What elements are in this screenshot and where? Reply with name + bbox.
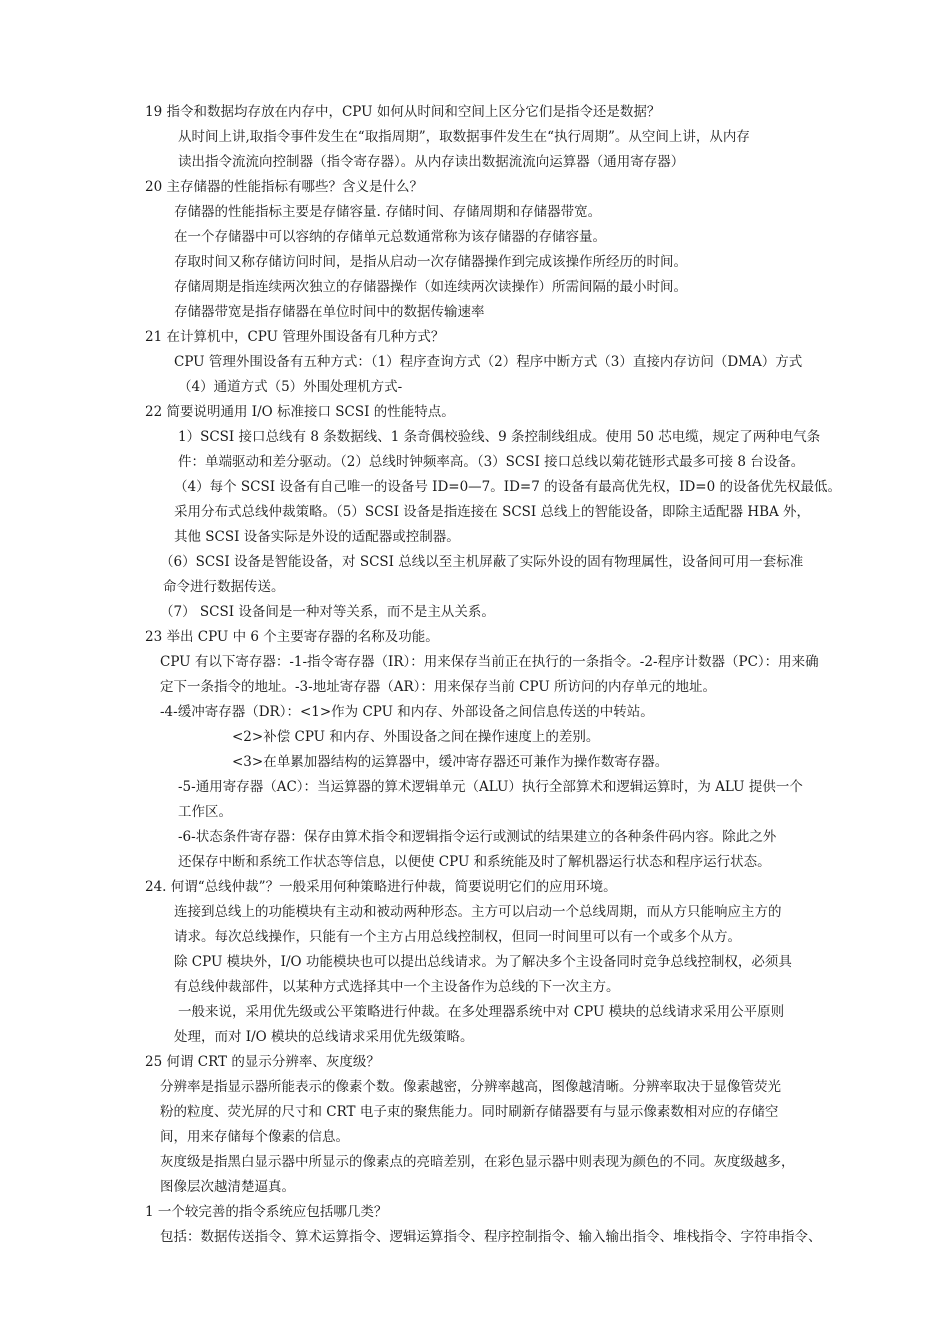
text-line: 存取时间又称存储访问时间，是指从启动一次存储器操作到完成该操作所经历的时间。	[174, 254, 687, 270]
text-line: 间，用来存储每个像素的信息。	[160, 1129, 349, 1145]
text-line: 20 主存储器的性能指标有哪些？含义是什么？	[145, 179, 423, 195]
text-line: 件：单端驱动和差分驱动。（2）总线时钟频率高。（3）SCSI 接口总线以菊花链形式最多可接 8 台设备。	[178, 454, 805, 470]
text-line: 还保存中断和系统工作状态等信息，以便使 CPU 和系统能及时了解机器运行状态和程序运行状态。	[178, 854, 771, 870]
text-line: 其他 SCSI 设备实际是外设的适配器或控制器。	[174, 529, 460, 545]
text-line: 工作区。	[178, 804, 232, 820]
text-line: 包括：数据传送指令、算术运算指令、逻辑运算指令、程序控制指令、输入输出指令、堆栈指令、字符串指令、	[160, 1229, 822, 1245]
text-line: 灰度级是指黑白显示器中所显示的像素点的亮暗差别，在彩色显示器中则表现为颜色的不同。灰度级越多，	[160, 1154, 795, 1170]
text-line: 有总线仲裁部件，以某种方式选择其中一个主设备作为总线的下一次主方。	[174, 979, 620, 995]
text-line: 19 指令和数据均存放在内存中，CPU 如何从时间和空间上区分它们是指令还是数据？	[145, 104, 661, 120]
text-line: 读出指令流流向控制器（指令寄存器）。从内存读出数据流流向运算器（通用寄存器）	[178, 154, 685, 170]
text-line: <3>在单累加器结构的运算器中，缓冲寄存器还可兼作为操作数寄存器。	[232, 754, 669, 770]
text-line: 存储器的性能指标主要是存储容量. 存储时间、存储周期和存储器带宽。	[174, 204, 602, 220]
text-line: CPU 有以下寄存器：-1-指令寄存器（IR）：用来保存当前正在执行的一条指令。-2-程序计数器（PC）：用来确	[160, 654, 819, 670]
text-line: 连接到总线上的功能模块有主动和被动两种形态。主方可以启动一个总线周期，而从方只能响应主方的	[174, 904, 782, 920]
text-line: <2>补偿 CPU 和内存、外围设备之间在操作速度上的差别。	[232, 729, 600, 745]
text-line: -6-状态条件寄存器：保存由算术指令和逻辑指令运行或测试的结果建立的各种条件码内容。除此之外	[178, 829, 777, 845]
text-line: 采用分布式总线仲裁策略。（5）SCSI 设备是指连接在 SCSI 总线上的智能设备，即除主适配器 HBA 外，	[174, 504, 811, 520]
text-line: 定下一条指令的地址。-3-地址寄存器（AR）：用来保存当前 CPU 所访问的内存单元的地址。	[160, 679, 717, 695]
text-line: 图像层次越清楚逼真。	[160, 1179, 295, 1195]
text-line: 25 何谓 CRT 的显示分辨率、灰度级？	[145, 1054, 380, 1070]
text-line: （6）SCSI 设备是智能设备，对 SCSI 总线以至主机屏蔽了实际外设的固有物理属性，设备间可用一套标准	[160, 554, 804, 570]
text-line: 24. 何谓“总线仲裁”？一般采用何种策略进行仲裁，简要说明它们的应用环境。	[145, 879, 617, 895]
text-line: 22 简要说明通用 I/O 标准接口 SCSI 的性能特点。	[145, 404, 455, 420]
text-line: 21 在计算机中，CPU 管理外围设备有几种方式？	[145, 329, 445, 345]
text-line: 存储器带宽是指存储器在单位时间中的数据传输速率	[174, 304, 485, 320]
text-line: CPU 管理外围设备有五种方式：（1）程序查询方式（2）程序中断方式（3）直接内存访问（DMA）方式	[174, 354, 803, 370]
text-line: 在一个存储器中可以容纳的存储单元总数通常称为该存储器的存储容量。	[174, 229, 606, 245]
text-line: -5-通用寄存器（AC）：当运算器的算术逻辑单元（ALU）执行全部算术和逻辑运算时，为 ALU 提供一个	[178, 779, 803, 795]
text-line: 一般来说，采用优先级或公平策略进行仲裁。在多处理器系统中对 CPU 模块的总线请求采用公平原则	[178, 1004, 785, 1020]
text-line: 粉的粒度、荧光屏的尺寸和 CRT 电子束的聚焦能力。同时刷新存储器要有与显示像素数相对应的存储空	[160, 1104, 779, 1120]
text-line: 1）SCSI 接口总线有 8 条数据线、1 条奇偶校验线、9 条控制线组成。使用 50 芯电缆，规定了两种电气条	[178, 429, 821, 445]
text-line: 除 CPU 模块外，I/O 功能模块也可以提出总线请求。为了解决多个主设备同时竞争总线控制权，必须具	[174, 954, 792, 970]
text-line: （4）每个 SCSI 设备有自己唯一的设备号 ID=0—7。ID=7 的设备有最高优先权，ID=0 的设备优先权最低。	[174, 479, 841, 495]
text-line: （4）通道方式（5）外围处理机方式-	[178, 379, 403, 395]
text-line: 从时间上讲,取指令事件发生在“取指周期”，取数据事件发生在“执行周期”。从空间上讲，从内存	[178, 129, 750, 145]
text-line: 存储周期是指连续两次独立的存储器操作（如连续两次读操作）所需间隔的最小时间。	[174, 279, 687, 295]
text-line: 分辨率是指显示器所能表示的像素个数。像素越密，分辨率越高，图像越清晰。分辨率取决于显像管荧光	[160, 1079, 781, 1095]
text-line: 处理，而对 I/O 模块的总线请求采用优先级策略。	[174, 1029, 474, 1045]
text-line: 23 举出 CPU 中 6 个主要寄存器的名称及功能。	[145, 629, 439, 645]
text-line: （7） SCSI 设备间是一种对等关系，而不是主从关系。	[160, 604, 495, 620]
text-line: -4-缓冲寄存器（DR）：<1>作为 CPU 和内存、外部设备之间信息传送的中转站。	[160, 704, 654, 720]
text-line: 1 一个较完善的指令系统应包括哪几类？	[145, 1204, 388, 1220]
text-line: 请求。每次总线操作，只能有一个主方占用总线控制权，但同一时间里可以有一个或多个从方。	[174, 929, 741, 945]
text-line: 命令进行数据传送。	[163, 579, 285, 595]
